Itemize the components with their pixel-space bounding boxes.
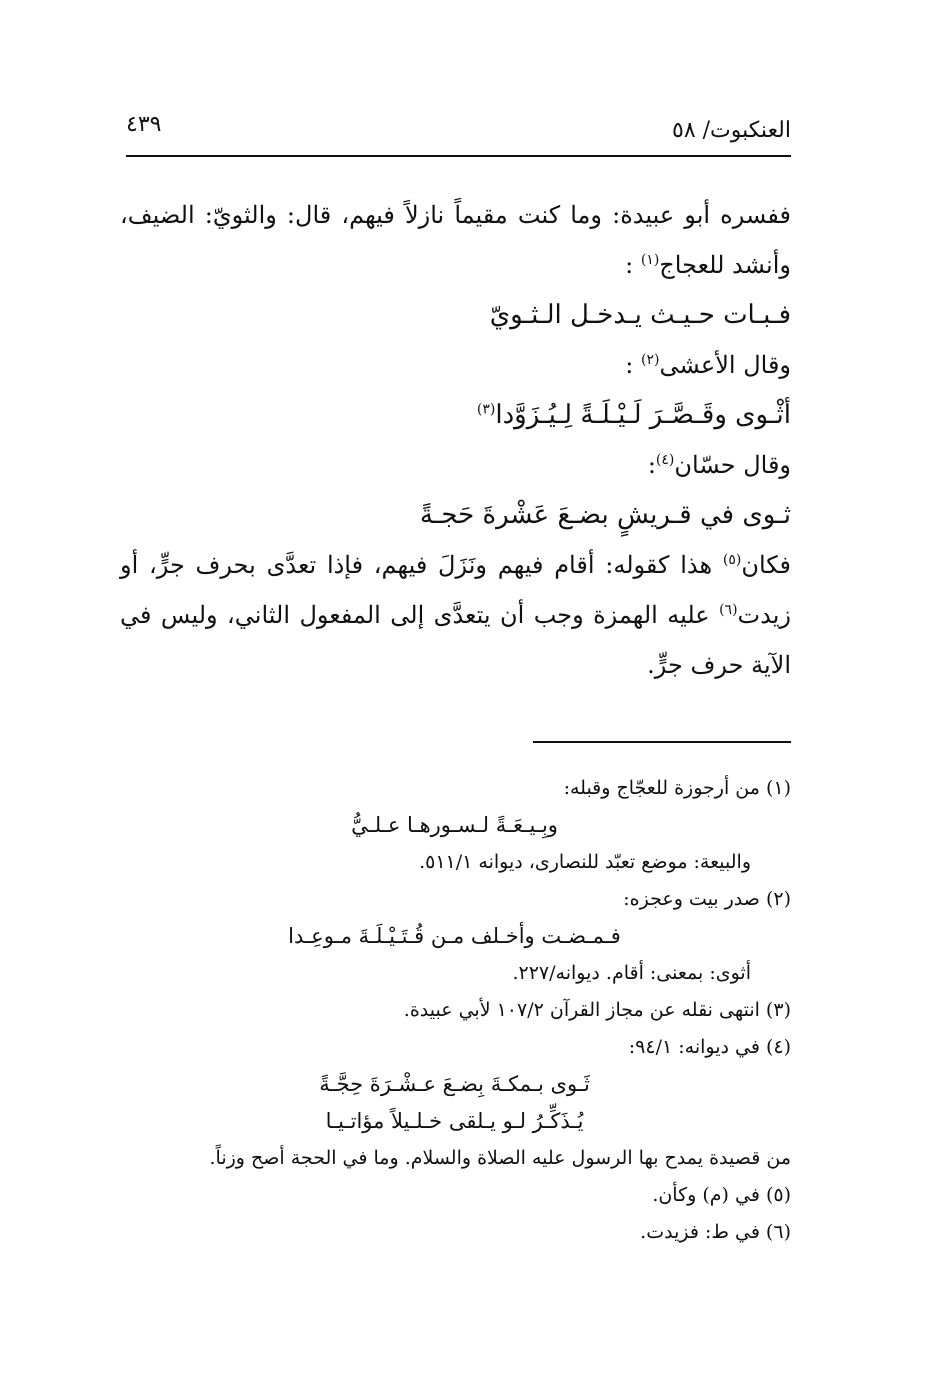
footnote-5: (٥) في (م) وكأن.	[652, 1184, 791, 1206]
footnote-3: (٣) انتهى نقله عن مجاز القرآن ١٠٧/٢ لأبي عبيدة.	[403, 999, 791, 1021]
running-header	[126, 112, 791, 152]
footnote-6: (٦) في ط: فزيدت.	[640, 1221, 791, 1243]
footnote-2-note: أثوى: بمعنى: أقام. ديوانه/٢٢٧.	[512, 962, 751, 984]
footnote-4-note: من قصيدة يمدح بها الرسول عليه الصلاة والسلام. وما في الحجة أصح وزناً.	[209, 1147, 791, 1169]
verse-3: ثـوى في قـريشٍ بضـعَ عَشْرةَ حَجـةً	[419, 500, 791, 530]
header-title: العنكبوت/ ٥٨	[672, 118, 791, 143]
footnotes	[118, 770, 791, 1251]
footnote-divider	[533, 741, 791, 743]
quote-intro-2	[120, 340, 791, 390]
footnote-ref-3[interactable]: (٣)	[476, 401, 496, 418]
footnote-1-verse: وبِـيـعَـةً لـسـورهـا عـلـيُّ	[351, 813, 558, 837]
footnote-1-note: والبيعة: موضع تعبّد للنصارى، ديوانه ٥١١/١.	[419, 851, 751, 873]
footnote-ref-6[interactable]: (٦)	[719, 602, 738, 618]
quote-intro-2-text: وقال الأعشى	[659, 351, 791, 379]
colon: :	[625, 251, 634, 279]
footnote-ref-2[interactable]: (٢)	[641, 352, 660, 368]
paragraph-2	[120, 540, 791, 690]
verse-2-text: أثْـوى وقَـصَّـرَ لَـيْـلَـةً لِـيُـزَوَّدا	[495, 400, 791, 430]
verse-1: فـبـات حـيـث يـدخـل الـثـويّ	[489, 300, 791, 330]
footnote-2: (٢) صدر بيت وعجزه:	[623, 888, 791, 910]
footnote-2-verse: فـمـضـت وأخـلف مـن قُـتَـيْـلَـةَ مـوعِـدا	[288, 924, 621, 948]
footnote-ref-1[interactable]: (١)	[640, 252, 660, 268]
paragraph-2-b: هذا كقوله: أقام فيهم ونَزَلَ فيهم، فإذا تعدَّى بحرف جرٍّ، أو زيدت	[120, 551, 791, 629]
footnote-4-verse-2: يُـذَكِّـرُ لـو يـلقى خـلـيلاً مؤاتـيـا	[325, 1109, 584, 1133]
footnote-4: (٤) في ديوانه: ٩٤/١:	[628, 1036, 791, 1058]
paragraph-2-a: فكان	[741, 551, 792, 579]
footnote-ref-5[interactable]: (٥)	[722, 552, 742, 568]
colon: :	[647, 451, 656, 479]
footnote-ref-4[interactable]: (٤)	[655, 452, 675, 468]
quote-intro-3-text: وقال حسّان	[674, 451, 791, 479]
paragraph-1	[120, 190, 791, 290]
header-divider	[126, 155, 791, 157]
footnote-4-verse-1: ثَـوى بـمكـةَ بِضـعَ عـشْـرَةَ حِجَّـةً	[319, 1072, 590, 1096]
main-text	[120, 190, 791, 690]
footnote-1: (١) من أرجوزة للعجّاج وقبله:	[563, 777, 791, 799]
paragraph-2-c: عليه الهمزة وجب أن يتعدَّى إلى المفعول الثاني، وليس في الآية حرف جرٍّ.	[120, 601, 791, 679]
quote-intro-3	[120, 440, 791, 490]
paragraph-1-text: ففسره أبو عبيدة: وما كنت مقيماً نازلاً فيهم، قال: والثويّ: الضيف، وأنشد للعجاج	[120, 201, 791, 279]
colon: :	[625, 351, 634, 379]
page-number: ٤٣٩	[126, 112, 162, 137]
verse-2	[120, 390, 791, 440]
